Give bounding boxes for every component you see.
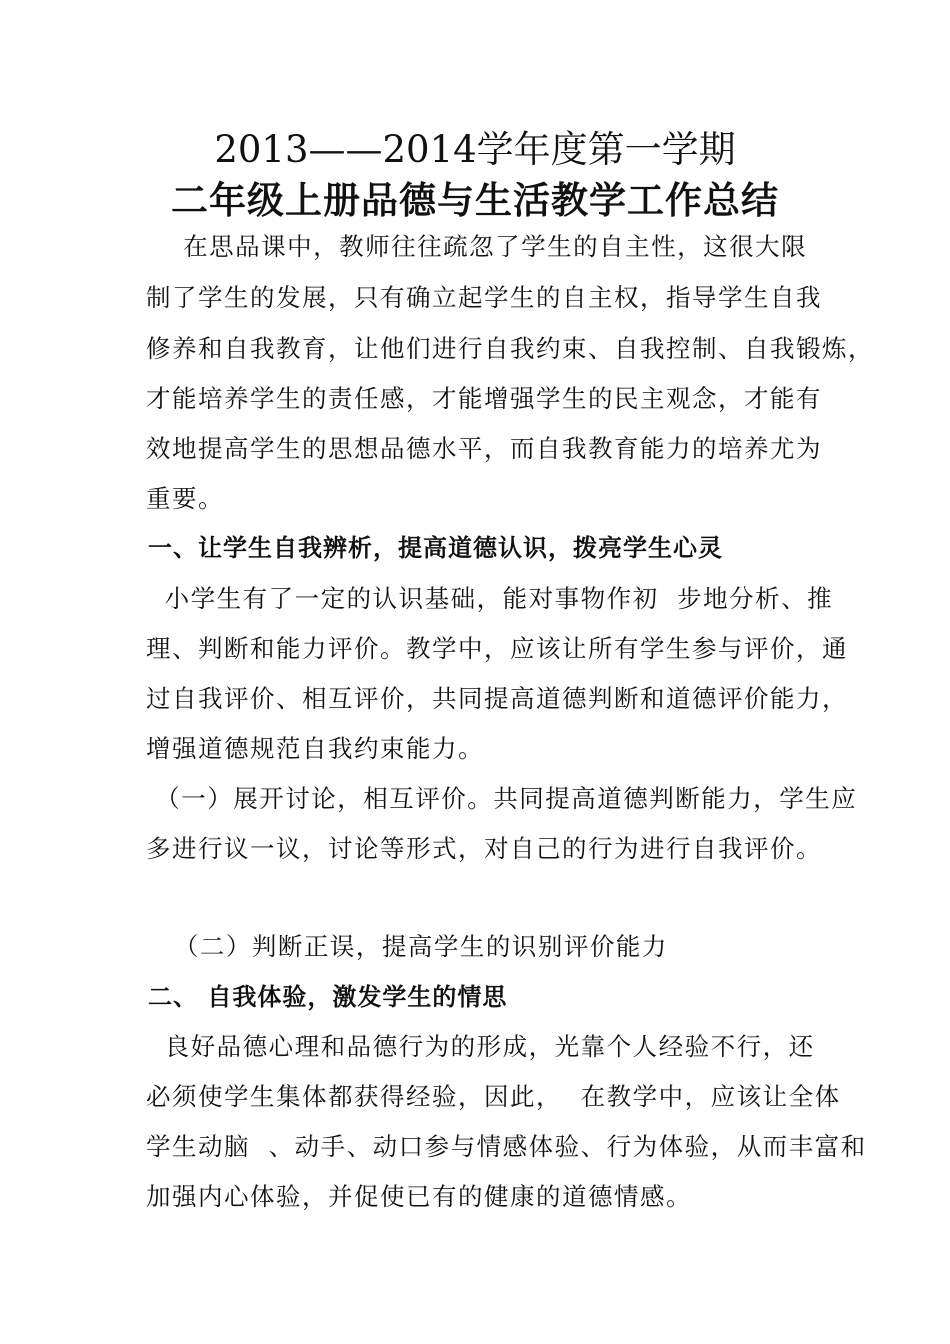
- section-2-paragraph-line: 必须使学生集体都获得经验，因此， 在教学中，应该让全体: [146, 1082, 841, 1111]
- section-1-paragraph-line: 过自我评价、相互评价，共同提高道德判断和道德评价能力，: [146, 684, 848, 713]
- intro-line: 修养和自我教育，让他们进行自我约束、自我控制、自我锻炼，: [146, 334, 874, 363]
- section-1-paragraph-line: 理、判断和能力评价。教学中，应该让所有学生参与评价，通: [146, 634, 848, 663]
- section-2-paragraph-line: 学生动脑 、动手、动口参与情感体验、行为体验，从而丰富和: [146, 1132, 867, 1161]
- section-1-paragraph-line: 增强道德规范自我约束能力。: [146, 734, 484, 763]
- intro-line: 制了学生的发展，只有确立起学生的自主权，指导学生自我: [146, 283, 822, 312]
- document-title-main: 二年级上册品德与生活教学工作总结: [171, 178, 779, 222]
- intro-line: 重要。: [146, 484, 224, 513]
- document-title-year: 2013——2014学年度第一学期: [214, 128, 736, 171]
- section-1-paragraph-line: 小学生有了一定的认识基础，能对事物作初 步地分析、推: [146, 584, 834, 613]
- subsection-1-line: 多进行议一议，讨论等形式，对自己的行为进行自我评价。: [146, 834, 822, 863]
- section-1-heading: 一、让学生自我辨析，提高道德认识，拨亮学生心灵: [148, 533, 723, 562]
- section-2-paragraph-line: 加强内心体验，并促使已有的健康的道德情感。: [146, 1182, 692, 1211]
- subsection-2-line: （二）判断正误，提高学生的识别评价能力: [146, 932, 668, 961]
- subsection-1-line: （一）展开讨论，相互评价。共同提高道德判断能力，学生应: [146, 784, 858, 813]
- section-2-paragraph-line: 良好品德心理和品德行为的形成，光靠个人经验不行，还: [146, 1032, 815, 1061]
- intro-line: 效地提高学生的思想品德水平，而自我教育能力的培养尤为: [146, 434, 822, 463]
- section-2-heading: 二、 自我体验，激发学生的情思: [148, 982, 508, 1011]
- intro-line: 才能培养学生的责任感，才能增强学生的民主观念，才能有: [146, 384, 822, 413]
- intro-line: 在思品课中，教师往往疏忽了学生的自主性，这很大限: [146, 232, 808, 261]
